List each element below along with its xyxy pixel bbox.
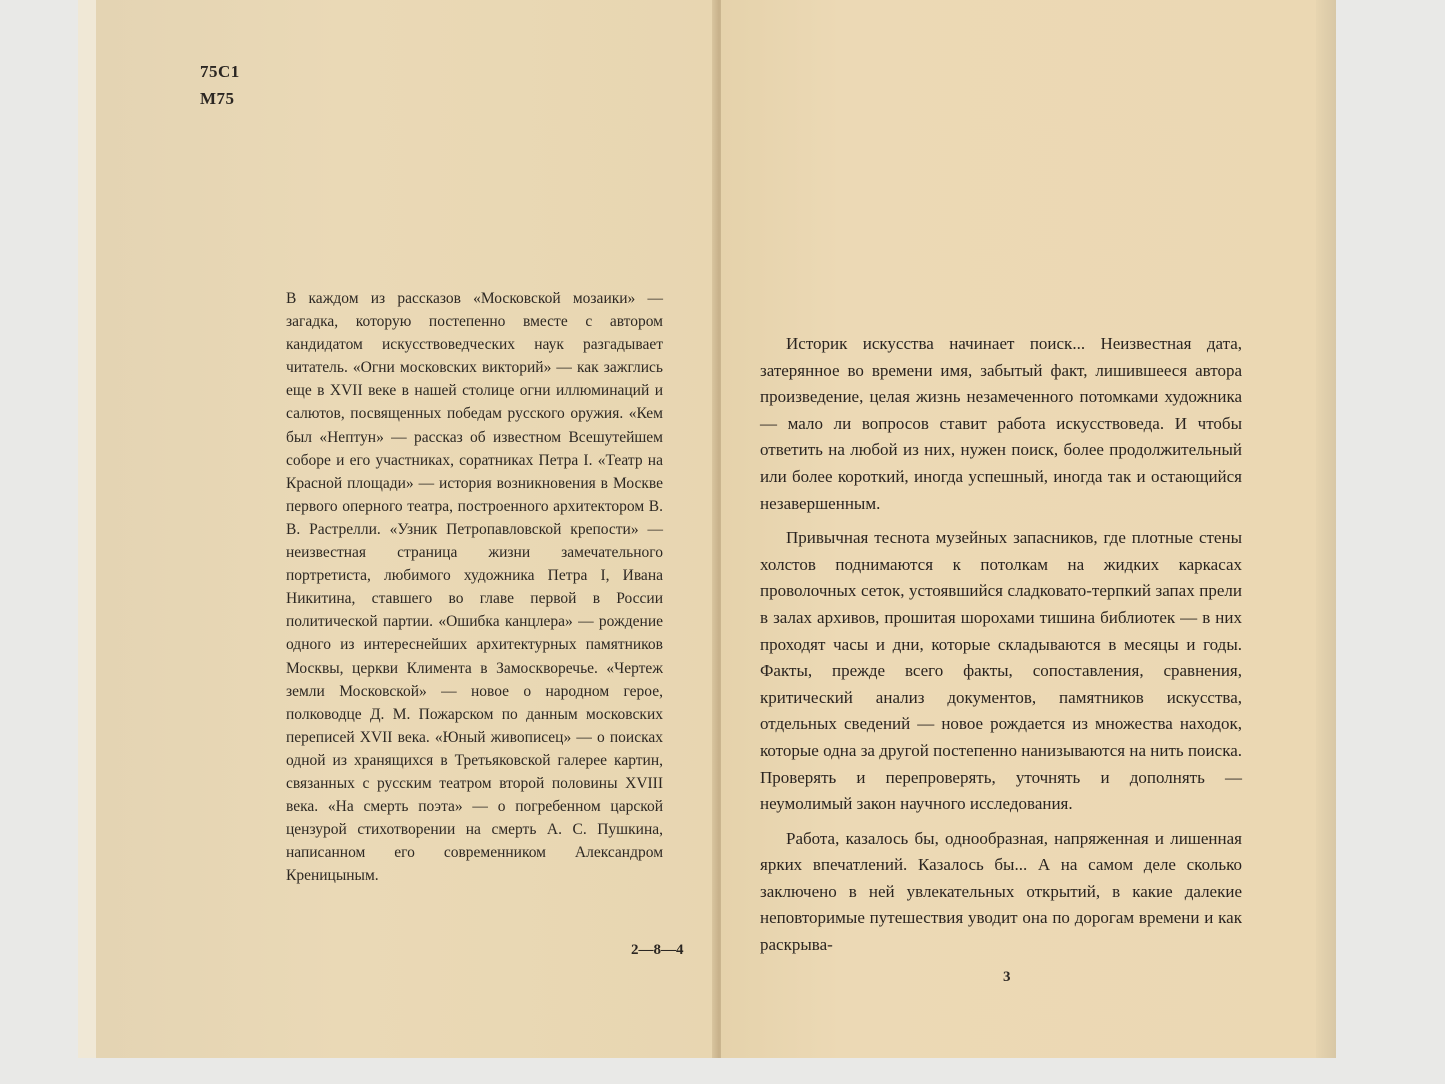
paragraph: Привычная теснота музейных запасников, где плотные стены холстов поднимаются к потолкам на жидких каркасах проволочных сеток, устоявшийся сладковато-терпкий запах прели в залах архивов, прошитая шорохами тишина библиотек — в них проходят часы и дни, которые складываются в месяцы и годы. Факты, прежде всего факты, сопоставления, сравнения, критический анализ документов, памятников искусства, отдельных сведений — новое рождается из множества находок, которые одна за другой постепенно нанизываются на нить поиска. Проверять и перепроверять, уточнять и дополнять — неумолимый закон научного исследования.	[760, 528, 1242, 814]
author-mark: М75	[200, 89, 235, 108]
right-page-edge	[1316, 0, 1336, 1058]
annotation-text: В каждом из рассказов «Московской мозаики» — загадка, которую постепенно вместе с автором кандидатом искусствоведческих наук разгадывает читатель. «Огни московских викторий» — как зажглись еще в XVII веке в нашей столице огни иллюминаций и салютов, посвященных победам русского оружия. «Кем был «Нептун» — рассказ об известном Всешутейшем соборе и его участниках, соратниках Петра I. «Театр на Красной площади» — история возникновения в Москве первого оперного театра, построенного архитектором В. В. Растрелли. «Узник Петропавловской крепости» — неизвестная страница жизни замечательного портретиста, любимого художника Петра I, Ивана Никитина, ставшего во главе первой в России политической партии. «Ошибка канцлера» — рождение одного из интереснейших архитектурных памятников Москвы, церкви Климента в Замоскворечье. «Чертеж земли Московской» — новое о народном герое, полководце Д. М. Пожарском по данным московских переписей XVII века. «Юный живописец» — о поисках одной из хранящихся в Третьяковской галерее картин, связанных с русским театром второй половины XVIII века. «На смерть поэта» — о погребенном царской цензурой стихотворении на смерть А. С. Пушкина, написанном его современником Александром Креницыным.	[286, 290, 663, 885]
paragraph: Историк искусства начинает поиск... Неизвестная дата, затерянное во времени имя, забытый факт, лишившееся автора произведение, целая жизнь незамеченного потомками художника — мало ли вопросов ставит работа искусствоведа. И чтобы ответить на любой из них, нужен поиск, более продолжительный или более короткий, иногда успешный, иногда так и остающийся незавершенным.	[760, 334, 1242, 513]
show-through-text	[150, 225, 710, 280]
classification-code: 75С1	[200, 62, 240, 81]
page-number: 3	[1003, 969, 1011, 985]
printer-signature: 2—8—4	[631, 942, 684, 958]
paragraph: Работа, казалось бы, однообразная, напряженная и лишенная ярких впечатлений. Казалось бы... А на самом деле сколько заключено в ней увлекательных открытий, в какие далекие неповторимые путешествия уводит она по дорогам времени и как раскрыва-	[760, 828, 1242, 955]
main-text	[760, 331, 1242, 967]
left-page-edge	[78, 0, 96, 1058]
